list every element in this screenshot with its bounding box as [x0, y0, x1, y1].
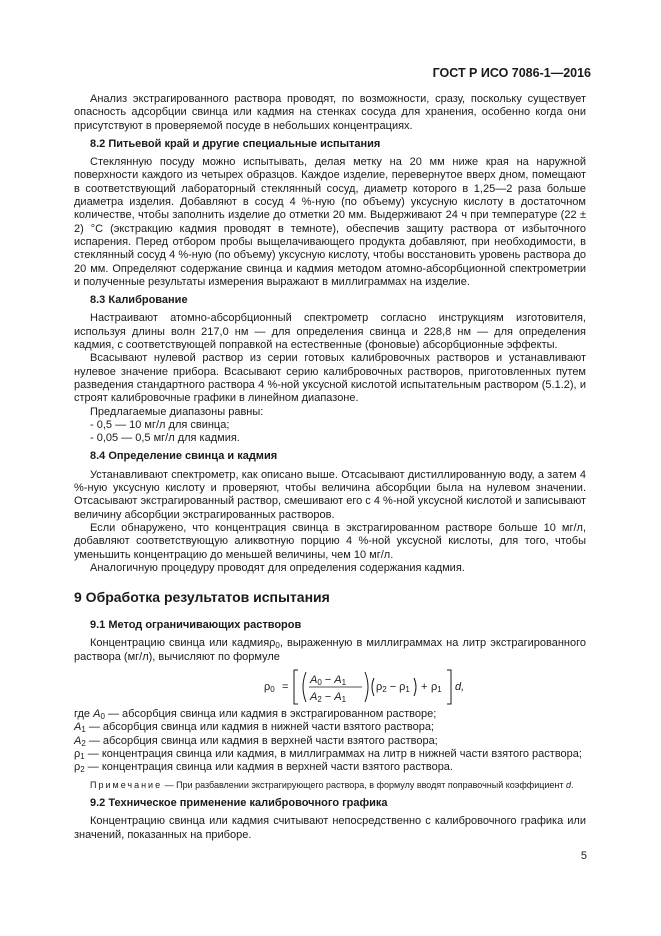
concentration-formula [74, 668, 586, 706]
formula-equals: = [282, 680, 289, 693]
formula-left-bracket [294, 670, 298, 704]
section-8-3-paragraph-3: Предлагаемые диапазоны равны: [90, 405, 264, 418]
section-9-1-paragraph: Концентрацию свинца или кадмияρ$_0$, выраженную в миллиграммах на литр экстрагированного раствора (мг/л), вычисляют по формуле [74, 637, 586, 663]
section-9-heading: 9 Обработка результатов испытания [74, 589, 330, 606]
formula-lhs: ρ0 [264, 680, 275, 694]
formula-rho-right-paren [414, 678, 416, 696]
document-body [74, 93, 586, 842]
formula-left-paren [303, 672, 306, 702]
formula-right-paren [365, 672, 368, 702]
formula-denominator: A2 − A1 [310, 690, 347, 704]
section-8-4-paragraph-2: Если обнаружено, что концентрация свинца в экстрагированном растворе больше 10 мг/л, добавляют соответствующую аликвотную порцию 4 %-ной уксусной кислоты, для того, чтобы уменьшить концентрацию до меньшей величины, чем 10 мг/л. [74, 521, 586, 561]
document-header: ГОСТ Р ИСО 7086-1—2016 [432, 66, 591, 80]
section-8-4-heading: 8.4 Определение свинца и кадмия [90, 450, 278, 463]
section-8-3-heading: 8.3 Калибрование [90, 294, 188, 307]
formula-plus: + [421, 680, 428, 693]
note-paragraph: Примечание — При разбавлении экстрагирующего раствора, в формулу вводят поправочный коэффициент d. [90, 780, 574, 791]
where-line-rho2: $\rho_2$ — концентрация свинца или кадмия в верхней части взятого раствора. [74, 761, 453, 775]
where-line-a1: $A_1$ — абсорбция свинца или кадмия в нижней части взятого раствора; [74, 721, 434, 735]
section-9-1-heading: 9.1 Метод ограничивающих растворов [90, 619, 302, 632]
range-list-item-lead: - 0,5 — 10 мг/л для свинца; [90, 418, 230, 431]
formula-rho1: ρ1 [431, 680, 442, 694]
section-8-4-paragraph-3: Аналогичную процедуру проводят для определения содержания кадмия. [90, 561, 465, 574]
section-8-4-paragraph-1: Устанавливают спектрометр, как описано выше. Отсасывают дистиллированную воду, а затем 4 %-ную уксусную кислоту и проверяют, чтобы величина абсорбции была на нулевом значении. Отсасывают экстрагированный раствор, смешивают его с 4 %-ной уксусной кислотой и записывают величину абсорбции экстрагированных растворов. [74, 468, 586, 521]
formula-right-bracket [447, 670, 451, 704]
where-line-rho1: $\rho_1$ — концентрация свинца или кадмия, в миллиграммах на литр в нижней части взятого раствора; [74, 747, 582, 761]
formula-svg [264, 668, 514, 706]
section-8-3-paragraph-2: Всасывают нулевой раствор из серии готовых калибровочных растворов и устанавливают нулевое значение прибора. Всасывают серию калибровочных растворов, приготовленных путем разведения стандартного раствора 4 %-ной уксусной кислотой испытательным раствором (5.1.2), и строят калибровочные графики в линейном диапазоне. [74, 352, 586, 405]
section-9-2-paragraph: Концентрацию свинца или кадмия считывают непосредственно с калибровочного графика или значений, показанных на приборе. [74, 815, 586, 841]
formula-rho-difference: ρ2 − ρ1 [376, 680, 410, 694]
page-number: 5 [580, 850, 587, 862]
formula-numerator: A0 − A1 [310, 673, 347, 687]
intro-paragraph: Анализ экстрагированного раствора проводят, по возможности, сразу, поскольку существует опасность адсорбции свинца или кадмия на стенках сосуда для хранения, особенно когда они присутствуют в проверяемой посуде в небольших концентрациях. [74, 93, 586, 132]
range-list-item-cadmium: - 0,05 — 0,5 мг/л для кадмия. [90, 432, 240, 445]
section-9-2-heading: 9.2 Техническое применение калибровочного графика [90, 796, 388, 809]
section-8-3-paragraph-1: Настраивают атомно-абсорбционный спектрометр согласно инструкциям изготовителя, используя длины волн 217,0 нм — для определения свинца и 228,8 нм — для определения кадмия, с соответствующей поправкой на естественные (фоновые) абсорбционные эффекты. [74, 312, 586, 352]
where-line-a2: $A_2$ — абсорбция свинца или кадмия в верхней части взятого раствора; [74, 734, 438, 748]
formula-coefficient-d: d, [455, 680, 465, 693]
where-line-a0: где $A_0$ — абсорбция свинца или кадмия в экстрагированном растворе; [74, 707, 437, 721]
section-8-2-paragraph: Стеклянную посуду можно испытывать, делая метку на 20 мм ниже края на наружной поверхности каждого из четырех образцов. Каждое изделие, перевернутое вверх дном, помещают в соответствующий лабораторный стеклянный сосуд, диаметр которого в 1,25—2 раза больше диаметра изделия. Добавляют в сосуд 4 %-ную (по объему) уксусную кислоту в достаточном количестве, чтобы заполнить изделие до отметки 20 мм. Выдерживают 24 ч при температуре (22 ± 2) °С (экстракцию кадмия проводят в темноте), обеспечив защиту раствора от избыточного испарения. Перед отбором пробы выщелачивающего продукта добавляют, при необходимости, в стеклянный сосуд 4 %-ную (по объему) уксусную кислоту, чтобы восстановить уровень раствора до 20 мм. Определяют содержание свинца и кадмия методом атомно-абсорбционной спектрометрии и полученные результаты измерения выражают в миллиграммах на изделие. [74, 156, 586, 288]
formula-rho-left-paren [372, 678, 374, 696]
note-label: Примечание [90, 780, 163, 791]
section-8-2-heading: 8.2 Питьевой край и другие специальные испытания [90, 137, 381, 150]
